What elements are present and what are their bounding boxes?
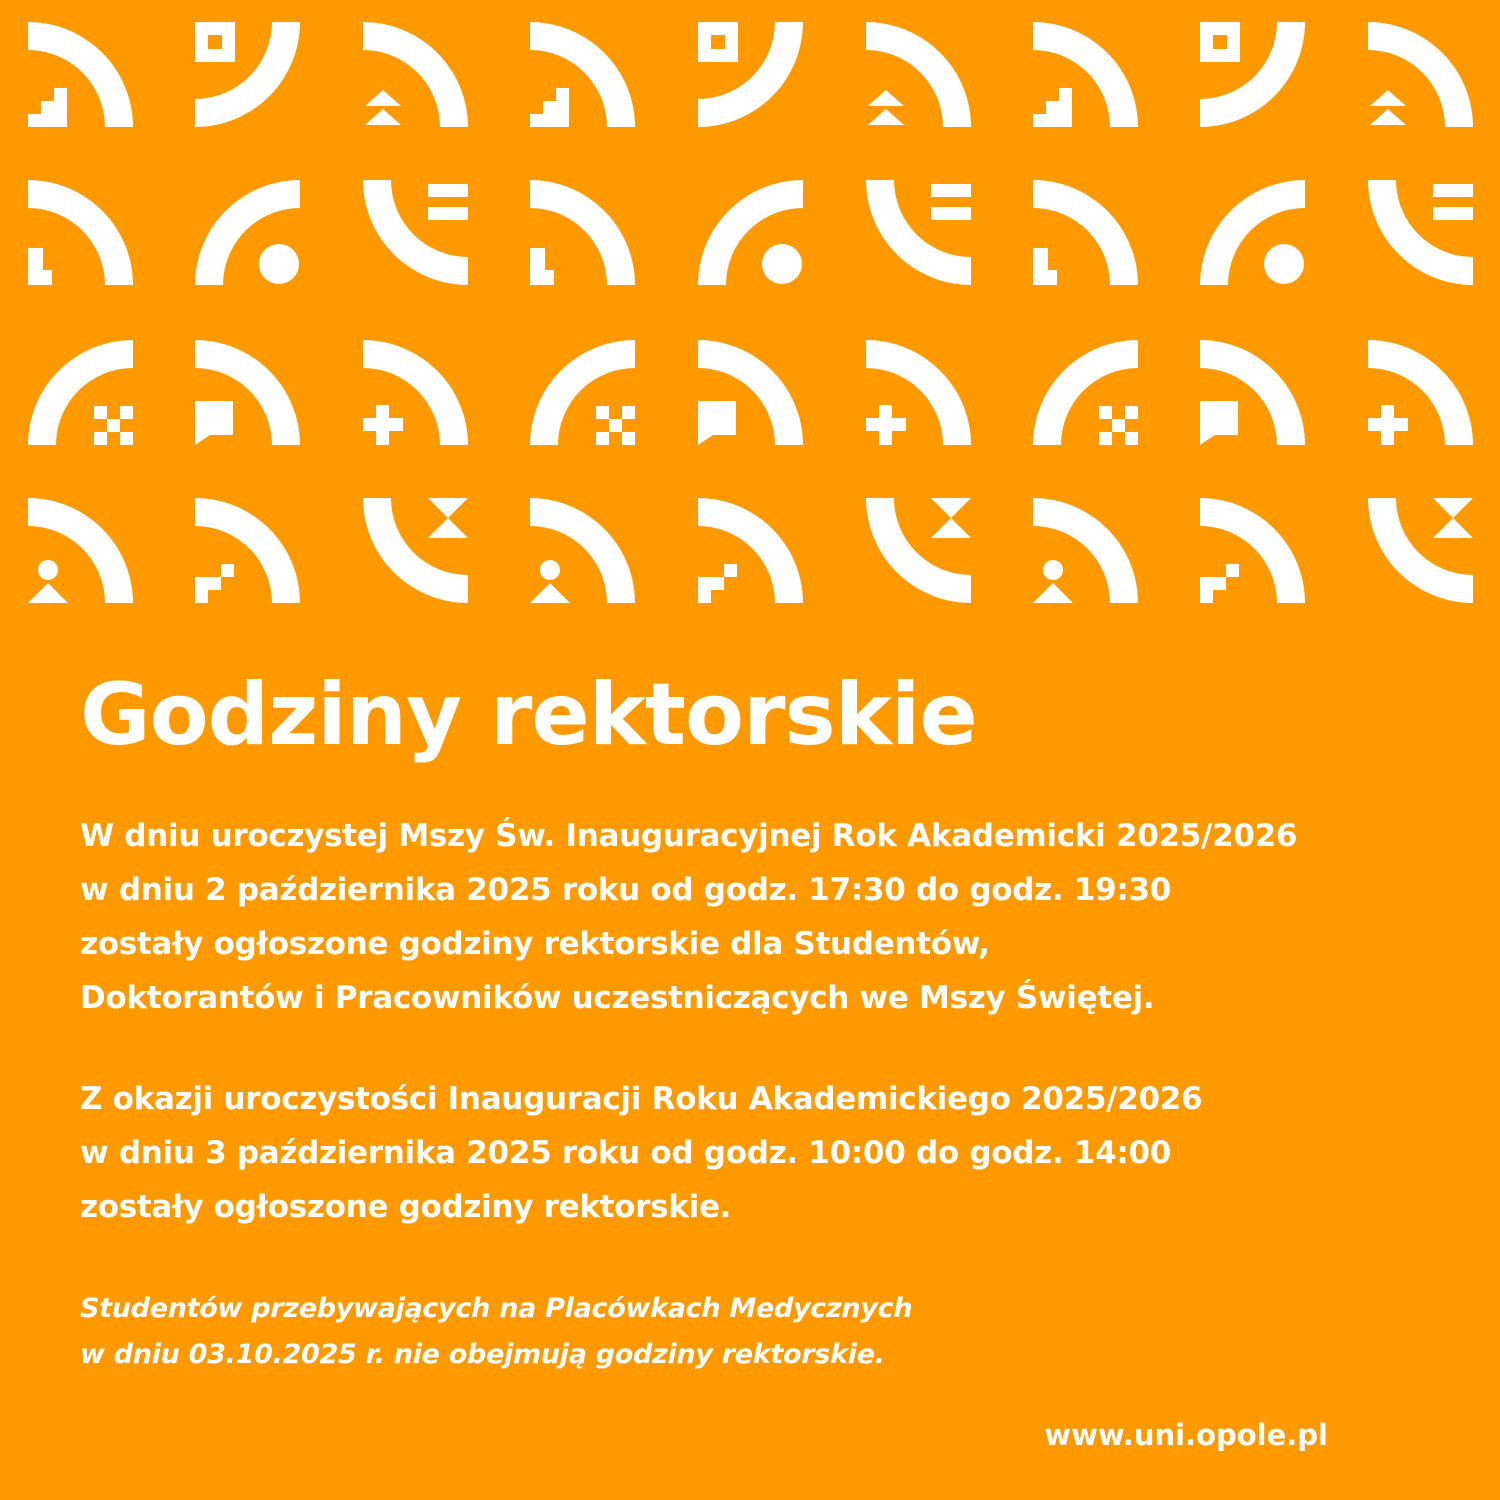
pattern-tile-bubble-icon	[1200, 340, 1305, 445]
text-line: Z okazji uroczystości Inauguracji Roku Akademickiego 2025/2026	[80, 1081, 1203, 1117]
medical-students-note	[80, 1286, 912, 1378]
page-title: Godziny rektorskie	[80, 665, 977, 765]
text-line: w dniu 2 października 2025 roku od godz. 17:30 do godz. 19:30	[80, 872, 1172, 908]
text-line: W dniu uroczystej Mszy Św. Inauguracyjnej Rok Akademicki 2025/2026	[80, 818, 1298, 854]
pattern-tile-person-icon	[28, 498, 133, 603]
pattern-tile-person-icon	[1033, 498, 1138, 603]
pattern-tile-checker-icon	[28, 340, 133, 445]
pattern-tile-plus-icon	[866, 340, 971, 445]
pattern-tile-dot-icon	[195, 180, 300, 285]
pattern-tile-arrows-icon	[1368, 22, 1473, 127]
pattern-tile-corner-icon	[1033, 180, 1138, 285]
website-url: www.uni.opole.pl	[1044, 1418, 1328, 1452]
pattern-tile-squares-icon	[1200, 498, 1305, 603]
pattern-tile-stairs-icon	[28, 22, 133, 127]
text-line: zostały ogłoszone godziny rektorskie.	[80, 1189, 732, 1225]
pattern-tile-square-icon	[195, 22, 300, 127]
text-line: Doktorantów i Pracowników uczestniczących we Mszy Świętej.	[80, 980, 1155, 1016]
pattern-tile-bubble-icon	[195, 340, 300, 445]
pattern-tile-dot-icon	[698, 180, 803, 285]
pattern-tile-square-icon	[1200, 22, 1305, 127]
pattern-tile-bars-icon	[363, 180, 468, 285]
pattern-tile-checker-icon	[1033, 340, 1138, 445]
note-line: Studentów przebywających na Placówkach Medycznych	[80, 1293, 913, 1324]
pattern-tile-hourglass-icon	[866, 498, 971, 603]
pattern-tile-bars-icon	[866, 180, 971, 285]
pattern-tile-plus-icon	[363, 340, 468, 445]
pattern-tile-hourglass-icon	[1368, 498, 1473, 603]
decorative-pattern	[0, 0, 1500, 620]
pattern-tile-square-icon	[698, 22, 803, 127]
pattern-tile-checker-icon	[530, 340, 635, 445]
pattern-tile-bubble-icon	[698, 340, 803, 445]
announcement-paragraph-inauguration	[80, 1072, 1202, 1234]
announcement-paragraph-mass	[80, 809, 1297, 1025]
text-line: zostały ogłoszone godziny rektorskie dla Studentów,	[80, 926, 990, 962]
pattern-tile-bars-icon	[1368, 180, 1473, 285]
pattern-tile-corner-icon	[530, 180, 635, 285]
text-line: w dniu 3 października 2025 roku od godz. 10:00 do godz. 14:00	[80, 1135, 1172, 1171]
pattern-tile-squares-icon	[698, 498, 803, 603]
pattern-tile-squares-icon	[195, 498, 300, 603]
pattern-tile-corner-icon	[28, 180, 133, 285]
pattern-tile-stairs-icon	[1033, 22, 1138, 127]
pattern-tile-dot-icon	[1200, 180, 1305, 285]
pattern-tile-person-icon	[530, 498, 635, 603]
pattern-tile-hourglass-icon	[363, 498, 468, 603]
pattern-tile-arrows-icon	[866, 22, 971, 127]
pattern-tile-plus-icon	[1368, 340, 1473, 445]
note-line: w dniu 03.10.2025 r. nie obejmują godziny rektorskie.	[80, 1339, 885, 1370]
pattern-tile-arrows-icon	[363, 22, 468, 127]
pattern-tile-stairs-icon	[530, 22, 635, 127]
